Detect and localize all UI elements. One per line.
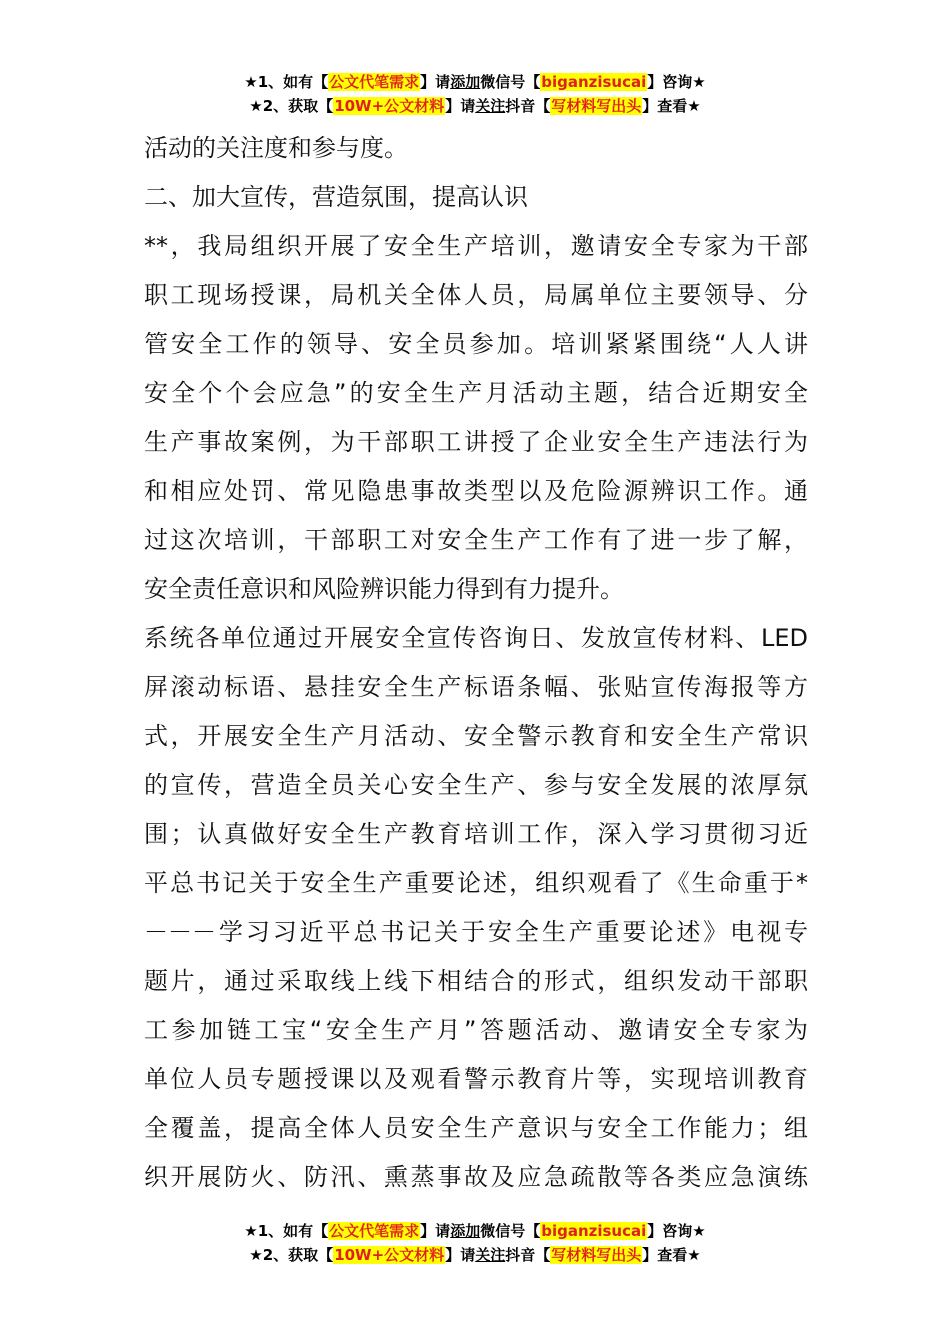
- banner-line-1: [0, 1219, 950, 1243]
- text-line: 屏滚动标语、悬挂安全生产标语条幅、张贴宣传海报等方: [144, 673, 808, 701]
- text-line: 单位人员专题授课以及观看警示教育片等，实现培训教育: [144, 1065, 808, 1093]
- highlight-text: 10W+公文材料: [334, 97, 445, 115]
- banner-line-2: [0, 94, 950, 118]
- text-line: 工参加链工宝“安全生产月”答题活动、邀请安全专家为: [144, 1016, 808, 1044]
- text-line: 系统各单位通过开展安全宣传咨询日、发放宣传材料、LED: [144, 624, 808, 652]
- highlight-text: 公文代笔需求: [329, 1222, 420, 1240]
- banner-text: 】请: [420, 1222, 451, 1240]
- text-line: 过这次培训，干部职工对安全生产工作有了进一步了解，: [144, 526, 808, 554]
- banner-text: ★2、获取【: [249, 1246, 334, 1264]
- text-line: 织开展防火、防汛、熏蒸事故及应急疏散等各类应急演练: [144, 1163, 808, 1191]
- banner-text: ★1、如有【: [244, 1222, 329, 1240]
- banner-text: 】咨询★: [647, 1222, 706, 1240]
- text-line: 平总书记关于安全生产重要论述，组织观看了《生命重于*: [144, 869, 808, 897]
- text-line: **，我局组织开展了安全生产培训，邀请安全专家为干部: [144, 232, 808, 260]
- text-line: 式，开展安全生产月活动、安全警示教育和安全生产常识: [144, 722, 808, 750]
- text-line: 活动的关注度和参与度。: [144, 134, 408, 162]
- text-line: 安全责任意识和风险辨识能力得到有力提升。: [144, 575, 624, 603]
- banner-text: 抖音【: [505, 1246, 551, 1264]
- text-line: 职工现场授课，局机关全体人员，局属单位主要领导、分: [144, 281, 808, 309]
- highlight-text: 公文代笔需求: [329, 73, 420, 91]
- text-line: 和相应处罚、常见隐患事故类型以及危险源辨识工作。通: [144, 477, 808, 505]
- body-text: [144, 124, 808, 1202]
- text-line: 管安全工作的领导、安全员参加。培训紧紧围绕“人人讲: [144, 330, 808, 358]
- banner-text: ★2、获取【: [249, 97, 334, 115]
- highlight-text: 10W+公文材料: [334, 1246, 445, 1264]
- underlined-text: 添加: [450, 1222, 481, 1240]
- banner-text: 微信号【: [480, 73, 541, 91]
- underlined-text: 添加: [450, 73, 481, 91]
- banner-text: 】查看★: [642, 97, 701, 115]
- banner-line-2: [0, 1243, 950, 1267]
- text-line: 围；认真做好安全生产教育培训工作，深入学习贯彻习近: [144, 820, 808, 848]
- banner-text: 微信号【: [480, 1222, 541, 1240]
- underlined-text: 关注: [475, 97, 506, 115]
- banner-text: 】查看★: [642, 1246, 701, 1264]
- highlight-text: 写材料写出头: [551, 1246, 642, 1264]
- highlight-text: biganzisucai: [541, 73, 647, 91]
- text-line: 生产事故案例，为干部职工讲授了企业安全生产违法行为: [144, 428, 808, 456]
- text-line: 安全个个会应急”的安全生产月活动主题，结合近期安全: [144, 379, 808, 407]
- banner-line-1: [0, 70, 950, 94]
- text-line: 全覆盖，提高全体人员安全生产意识与安全工作能力；组: [144, 1114, 808, 1142]
- section-heading: 二、加大宣传，营造氛围，提高认识: [144, 183, 528, 211]
- text-line: －－－学习习近平总书记关于安全生产重要论述》电视专: [144, 918, 808, 946]
- banner-text: 】请: [445, 1246, 476, 1264]
- header-banner: [0, 70, 950, 118]
- text-line: 题片，通过采取线上线下相结合的形式，组织发动干部职: [144, 967, 808, 995]
- banner-text: 抖音【: [505, 97, 551, 115]
- banner-text: 】请: [420, 73, 451, 91]
- underlined-text: 关注: [475, 1246, 506, 1264]
- highlight-text: 写材料写出头: [551, 97, 642, 115]
- banner-text: ★1、如有【: [244, 73, 329, 91]
- highlight-text: biganzisucai: [541, 1222, 647, 1240]
- banner-text: 】咨询★: [647, 73, 706, 91]
- banner-text: 】请: [445, 97, 476, 115]
- text-line: 的宣传，营造全员关心安全生产、参与安全发展的浓厚氛: [144, 771, 808, 799]
- footer-banner: [0, 1219, 950, 1267]
